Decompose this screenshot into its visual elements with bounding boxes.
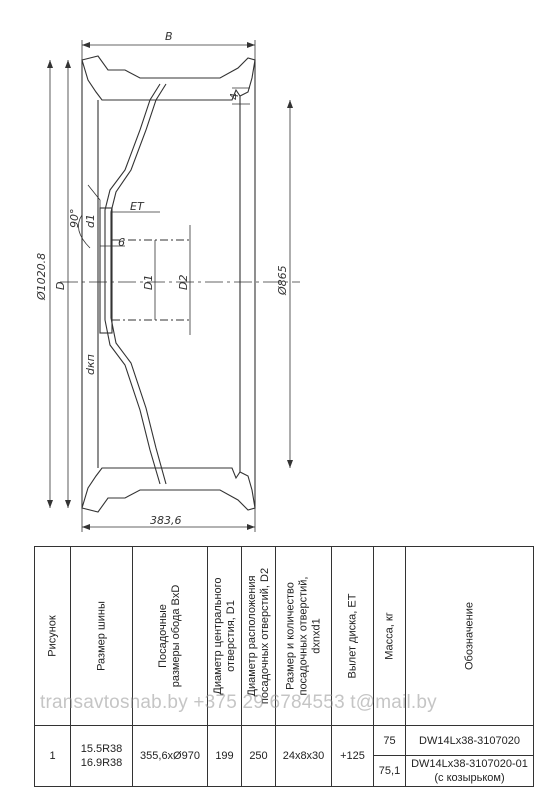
cell-mass-1: 75 bbox=[374, 726, 406, 756]
header-tire-size: Размер шины bbox=[71, 547, 133, 726]
cell-designation-2 bbox=[406, 756, 534, 787]
dim-b: B bbox=[165, 30, 173, 43]
dim-dkn: dкп bbox=[84, 354, 97, 375]
dim-width: 383,6 bbox=[150, 514, 182, 527]
table-header-row bbox=[35, 547, 534, 726]
header-figure: Рисунок bbox=[35, 547, 71, 726]
cell-bolt-circle: 250 bbox=[242, 726, 276, 787]
cell-figure: 1 bbox=[35, 726, 71, 787]
cell-holes: 24x8x30 bbox=[276, 726, 332, 787]
cell-center-hole: 199 bbox=[208, 726, 242, 787]
table-row bbox=[35, 726, 534, 756]
rim-bottom-profile bbox=[82, 468, 255, 512]
watermark: transavtosnab.by +375 29 6784553 t@mail.by bbox=[40, 692, 437, 713]
spec-table bbox=[34, 546, 534, 787]
tire-size-2: 16.9R38 bbox=[80, 757, 123, 769]
cell-tire-size bbox=[71, 726, 133, 787]
dim-angle: 90° bbox=[68, 208, 81, 228]
header-bolt-circle: Диаметр расположения посадочных отверстий, D2 bbox=[242, 547, 276, 726]
dim-d: D bbox=[54, 281, 67, 290]
designation-2-note: (с козырьком) bbox=[434, 772, 505, 784]
cell-rim-size: 355,6xØ970 bbox=[133, 726, 208, 787]
header-center-hole: Диаметр центрального отверстия, D1 bbox=[208, 547, 242, 726]
header-offset: Вылет диска, ET bbox=[332, 547, 374, 726]
cell-mass-2: 75,1 bbox=[374, 756, 406, 787]
dim-outer-diameter: Ø1020.8 bbox=[35, 252, 48, 300]
dim-d2: D2 bbox=[177, 274, 190, 290]
dim-inner-diameter: Ø865 bbox=[276, 265, 289, 295]
dim-d1: D1 bbox=[142, 274, 155, 290]
tire-size-1: 15.5R38 bbox=[80, 743, 123, 755]
cell-designation-1: DW14Lx38-3107020 bbox=[406, 726, 534, 756]
header-rim-size: Посадочные размеры обода BxD bbox=[133, 547, 208, 726]
header-mass: Масса, кг bbox=[374, 547, 406, 726]
header-designation: Обозначение bbox=[406, 547, 534, 726]
header-holes: Размер и количество посадочных отверстий, dxnxd1 bbox=[276, 547, 332, 726]
dim-flange: 4 bbox=[228, 93, 241, 100]
dim-b-small: 6 bbox=[118, 236, 125, 249]
dim-d1-hole: d1 bbox=[84, 214, 97, 228]
cell-offset: +125 bbox=[332, 726, 374, 787]
dim-et: ET bbox=[130, 200, 144, 213]
designation-2: DW14Lx38-3107020-01 bbox=[411, 758, 528, 770]
